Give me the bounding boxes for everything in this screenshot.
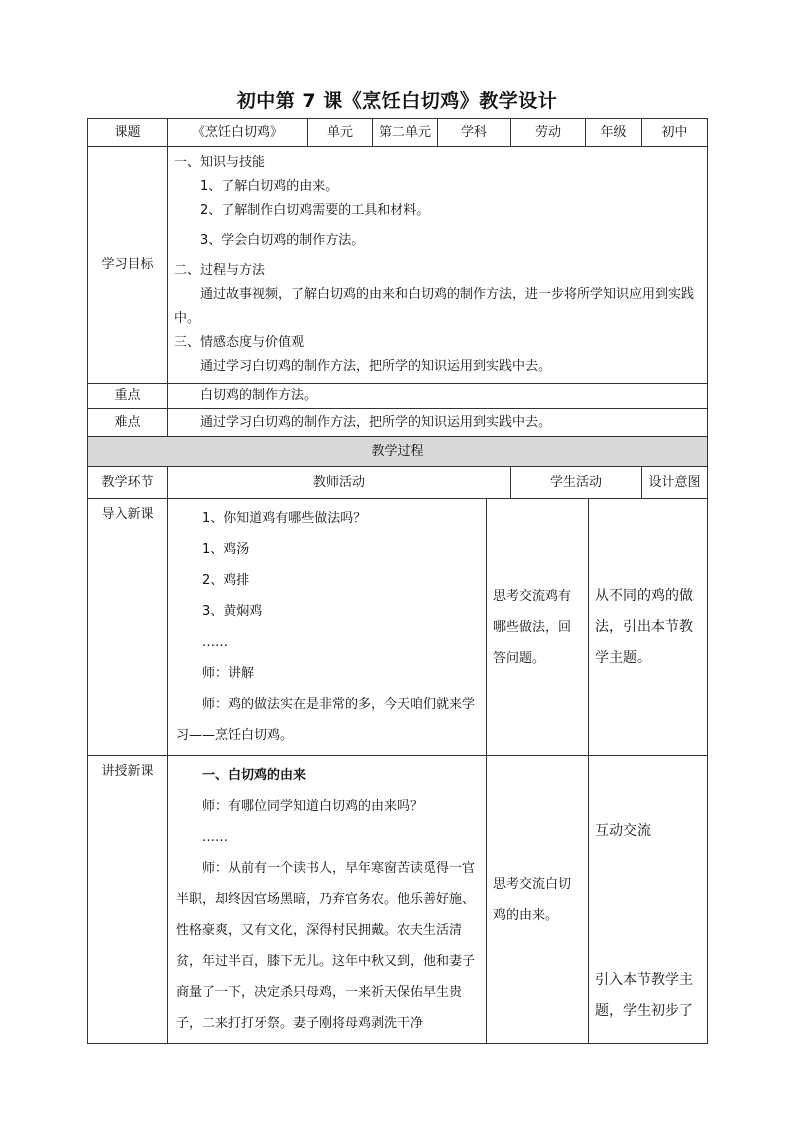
teacher-line: 1、你知道鸡有哪些做法吗？	[202, 511, 367, 526]
topic-label: 课题	[88, 119, 168, 147]
key-label: 重点	[88, 384, 168, 409]
col-intent: 设计意图	[642, 467, 708, 499]
difficult-row	[88, 409, 708, 437]
newlesson-intent	[589, 756, 708, 1044]
newlesson-teacher	[168, 756, 487, 1044]
subject-label: 学科	[438, 119, 511, 147]
teacher-heading: 一、白切鸡的由来	[202, 768, 307, 783]
design-intent: 互动交流	[595, 823, 651, 839]
teacher-line: 师：鸡的做法实在是非常的多，今天咱们就来学习——烹饪白切鸡。	[176, 697, 476, 743]
teacher-line: ……	[202, 635, 228, 650]
teacher-line: 2、鸡排	[202, 573, 250, 588]
col-stage: 教学环节	[88, 467, 168, 499]
teacher-story: 师：从前有一个读书人，早年寒窗苦读觅得一官半职，却终因官场黑暗，乃弃官务农。他乐善好施、性格豪爽，又有文化，深得村民拥戴。农夫生活清贫，年过半百，膝下无儿。这年中秋又到，他和妻子商量了一下，决定杀只母鸡，一来祈天保佑早生贵子，二来打打牙祭。妻子刚将母鸡剥洗干净	[176, 861, 476, 1031]
unit-value: 第二单元	[373, 119, 438, 147]
goal-section-3: 三、情感态度与价值观	[174, 335, 305, 350]
design-intent: 引入本节教学主题，学生初步了	[595, 972, 693, 1019]
topic-value: 《烹饪白切鸡》	[168, 119, 308, 147]
col-teacher: 教师活动	[168, 467, 511, 499]
key-text: 白切鸡的制作方法。	[200, 388, 318, 403]
teacher-line: ……	[202, 830, 228, 845]
teacher-line: 师：讲解	[202, 666, 255, 681]
student-activity: 思考交流鸡有哪些做法，回答问题。	[493, 588, 572, 666]
goal-paragraph: 通过故事视频，了解白切鸡的由来和白切鸡的制作方法，进一步将所学知识应用到实践中。	[174, 287, 695, 326]
intro-intent	[589, 499, 708, 756]
info-row	[88, 119, 708, 147]
grade-label: 年级	[586, 119, 642, 147]
goals-row	[88, 147, 708, 384]
goal-item: 3、学会白切鸡的制作方法。	[200, 233, 365, 248]
process-columns-row	[88, 467, 708, 499]
key-row	[88, 384, 708, 409]
goal-section-1: 一、知识与技能	[174, 155, 266, 170]
goal-item: 2、了解制作白切鸡需要的工具和材料。	[200, 203, 430, 218]
intro-row	[88, 499, 708, 756]
teacher-line: 师：有哪位同学知道白切鸡的由来吗？	[202, 799, 424, 814]
goal-item: 1、了解白切鸡的由来。	[200, 179, 339, 194]
newlesson-row	[88, 756, 708, 1044]
difficult-label: 难点	[88, 409, 168, 437]
intro-student	[487, 499, 589, 756]
design-intent: 从不同的鸡的做法，引出本节教学主题。	[595, 587, 693, 666]
document-title: 初中第 7 课《烹饪白切鸡》教学设计	[236, 90, 558, 112]
goals-label: 学习目标	[88, 147, 168, 384]
newlesson-stage: 讲授新课	[88, 756, 168, 1044]
subject-value: 劳动	[511, 119, 586, 147]
unit-label: 单元	[308, 119, 373, 147]
grade-value: 初中	[642, 119, 708, 147]
goals-content	[168, 147, 708, 384]
col-student: 学生活动	[511, 467, 642, 499]
lesson-plan-table	[87, 118, 707, 1044]
goal-section-2: 二、过程与方法	[174, 263, 266, 278]
process-header: 教学过程	[88, 437, 708, 467]
intro-teacher	[168, 499, 487, 756]
process-header-row	[88, 437, 708, 467]
newlesson-student	[487, 756, 589, 1044]
goal-paragraph: 通过学习白切鸡的制作方法，把所学的知识运用到实践中去。	[200, 359, 552, 374]
intro-stage: 导入新课	[88, 499, 168, 756]
student-activity: 思考交流白切鸡的由来。	[493, 876, 572, 923]
teacher-line: 3、黄焖鸡	[202, 604, 263, 619]
difficult-text: 通过学习白切鸡的制作方法，把所学的知识运用到实践中去。	[200, 414, 552, 430]
teacher-line: 1、鸡汤	[202, 542, 250, 557]
